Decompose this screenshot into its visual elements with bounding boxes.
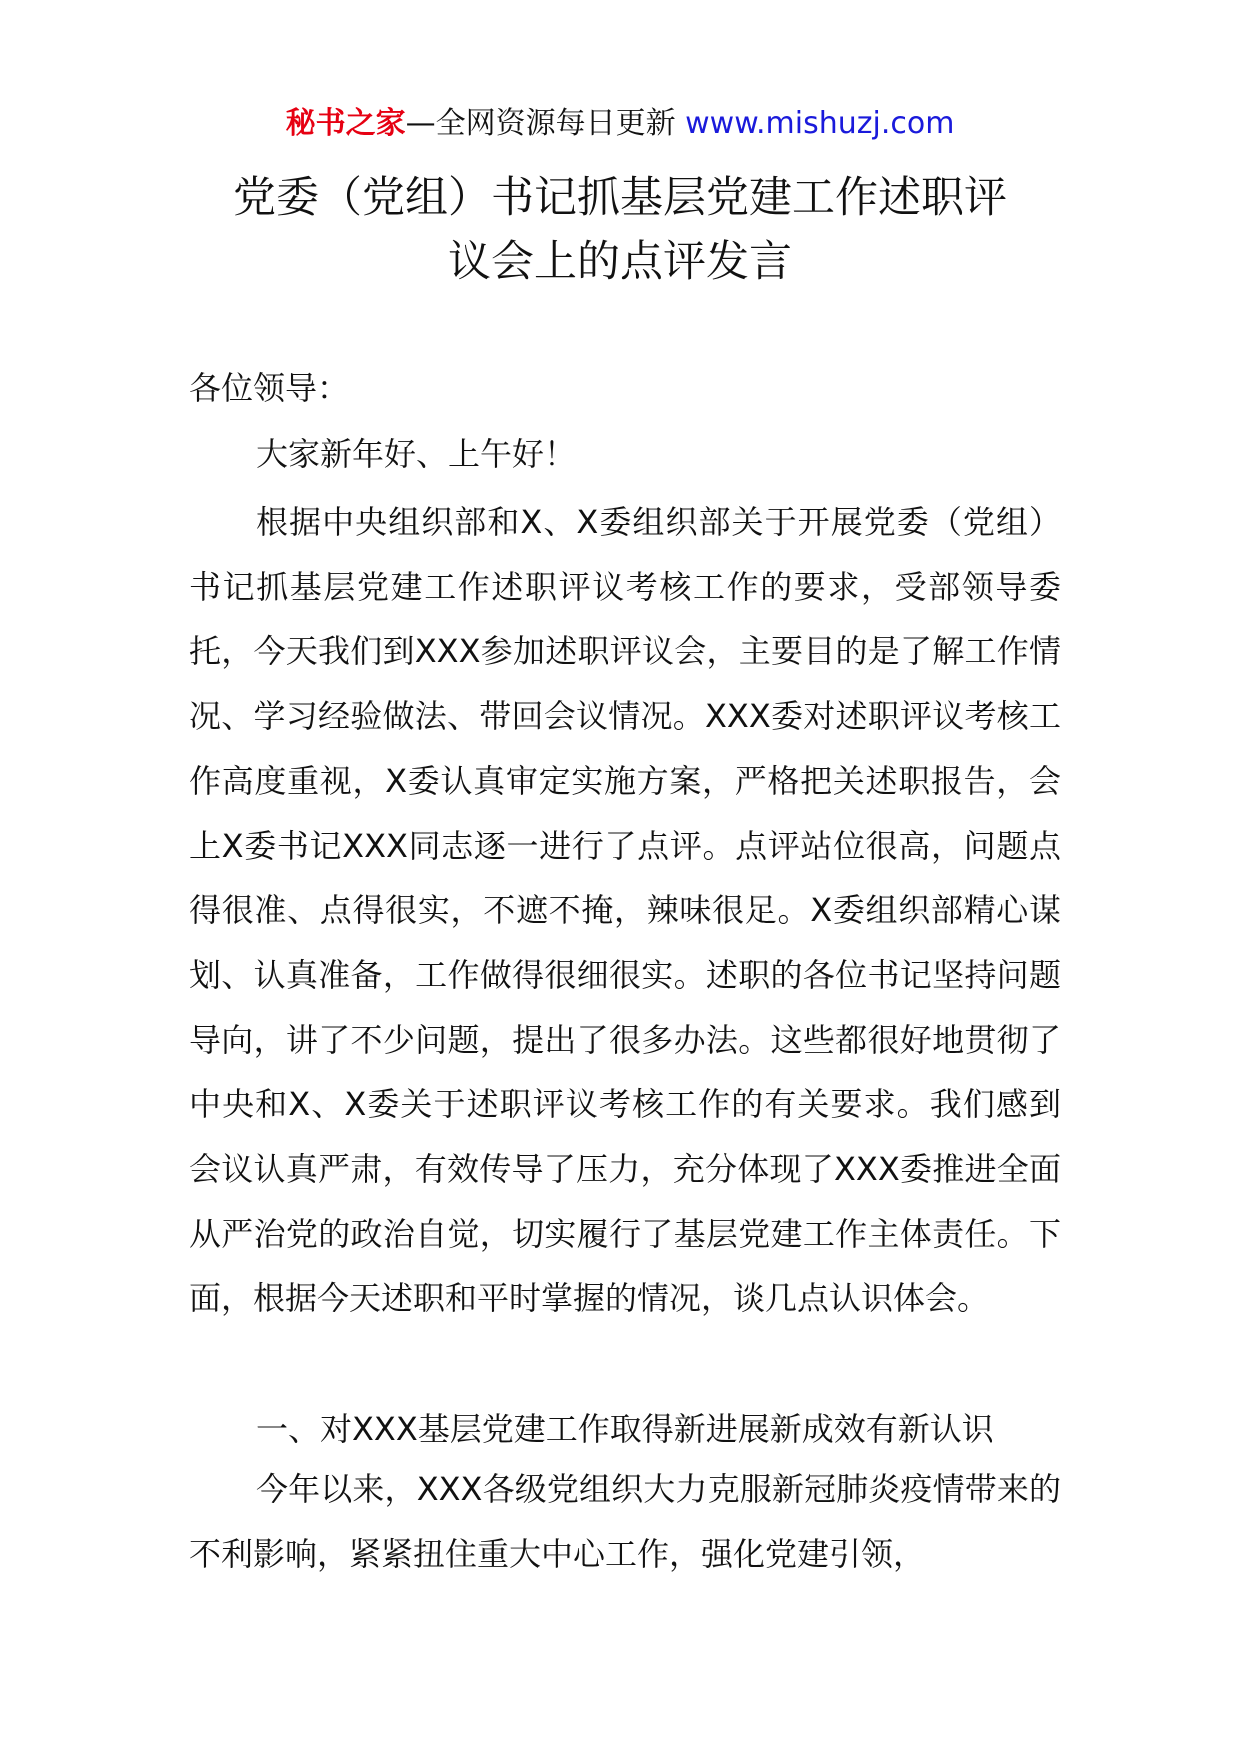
title-line-2: 议会上的点评发言 (448, 237, 792, 287)
section-heading-1: 一、对XXX基层党建工作取得新进展新成效有新认识 (256, 1410, 994, 1448)
greeting: 大家新年好、上午好！ (256, 435, 577, 473)
site-tagline: —全网资源每日更新 (405, 106, 676, 141)
paragraph-intro: 根据中央组织部和X、X委组织部关于开展党委（党组）书记抓基层党建工作述职评议考核工作的要求，受部领导委托，今天我们到XXX参加述职评议会，主要目的是了解工作情况、学习经验做法、带回会议情况。XXX委对述职评议考核工作高度重视，X委认真审定实施方案，严格把关述职报告，会上X委书记XXX同志逐一进行了点评。点评站位很高，问题点得很准、点得很实，不遮不掩，辣味很足。X委组织部精心谋划、认真准备，工作做得很细很实。述职的各位书记坚持问题导向，讲了不少问题，提出了很多办法。这些都很好地贯彻了中央和X、X委关于述职评议考核工作的有关要求。我们感到会议认真严肃，有效传导了压力，充分体现了XXX委推进全面从严治党的政治自觉，切实履行了基层党建工作主体责任。下面，根据今天述职和平时掌握的情况，谈几点认识体会。 (189, 503, 1061, 1318)
paragraph-section-1: 今年以来，XXX各级党组织大力克服新冠肺炎疫情带来的不利影响，紧紧扭住重大中心工作，强化党建引领， (189, 1470, 1061, 1573)
site-banner (0, 104, 1240, 144)
document-title (0, 166, 1240, 294)
salutation: 各位领导： (189, 369, 350, 407)
title-line-1: 党委（党组）书记抓基层党建工作述职评 (233, 173, 1007, 223)
site-brand: 秘书之家 (285, 106, 406, 141)
site-url-link[interactable]: www.mishuzj.com (685, 106, 955, 141)
